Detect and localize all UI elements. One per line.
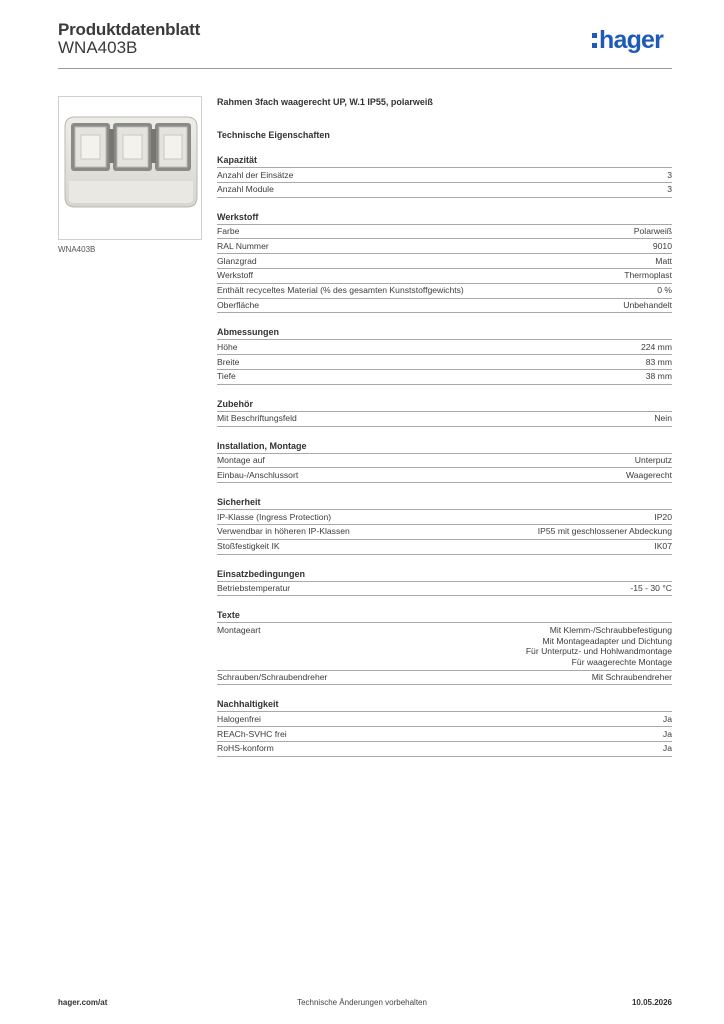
spec-key: Farbe [217, 226, 240, 237]
spec-key: RoHS-konform [217, 743, 274, 754]
section-title: Texte [217, 609, 672, 623]
spec-key: Betriebstemperatur [217, 583, 291, 594]
spec-row [217, 254, 672, 269]
spec-key: Einbau-/Anschlussort [217, 469, 299, 480]
section-title: Installation, Montage [217, 440, 672, 454]
spec-value [663, 714, 672, 725]
spec-section [217, 154, 672, 198]
footer-disclaimer: Technische Änderungen vorbehalten [297, 998, 427, 1007]
spec-value [646, 371, 672, 382]
product-image [58, 96, 202, 240]
section-title: Zubehör [217, 398, 672, 412]
spec-key: Enthält recyceltes Material (% des gesamten Kunststoffgewichts) [217, 285, 464, 296]
spec-row [217, 355, 672, 370]
footer-date: 10.05.2026 [631, 998, 672, 1007]
spec-section [217, 698, 672, 756]
spec-row [217, 269, 672, 284]
image-caption: WNA403B [58, 245, 96, 254]
spec-row [217, 454, 672, 469]
spec-value [663, 729, 672, 740]
section-title: Einsatzbedingungen [217, 568, 672, 582]
spec-section [217, 398, 672, 427]
section-title: Abmessungen [217, 326, 672, 340]
spec-value-line: 224 mm [640, 341, 672, 352]
spec-key: Montage auf [217, 455, 265, 466]
spec-row [217, 340, 672, 355]
spec-value-line: 83 mm [645, 356, 672, 367]
spec-value-line: 3 [667, 184, 672, 195]
spec-value-line: Thermoplast [624, 270, 672, 281]
spec-value [667, 170, 672, 181]
spec-value-line: Unterputz [634, 455, 672, 466]
spec-value-line: Polarweiß [633, 226, 672, 237]
spec-row [217, 239, 672, 254]
spec-row [217, 468, 672, 483]
spec-key: RAL Nummer [217, 240, 269, 251]
spec-value-line: Für waagerechte Montage [571, 657, 672, 668]
spec-key: Mit Beschriftungsfeld [217, 413, 297, 424]
spec-key: Montageart [217, 624, 261, 635]
spec-value [667, 184, 672, 195]
spec-key: REACh-SVHC frei [217, 728, 287, 739]
spec-value [624, 270, 672, 281]
spec-section [217, 326, 672, 384]
spec-row [217, 727, 672, 742]
spec-value-line: 9010 [652, 240, 672, 251]
logo-dots-icon [592, 33, 597, 48]
footer-website-link[interactable]: hager.com/at [58, 998, 108, 1007]
product-code: WNA403B [58, 38, 138, 57]
section-title: Kapazität [217, 154, 672, 168]
spec-value-line: Für Unterputz- und Hohlwandmontage [525, 646, 672, 657]
spec-value [654, 541, 672, 552]
spec-row [217, 671, 672, 686]
spec-key: Halogenfrei [217, 713, 261, 724]
spec-section [217, 609, 672, 685]
spec-value-line: Ja [662, 743, 672, 754]
spec-value-line: Waagerecht [625, 469, 672, 480]
hager-logo[interactable] [592, 26, 663, 54]
spec-value [646, 357, 672, 368]
spec-row [217, 525, 672, 540]
spec-key: Anzahl der Einsätze [217, 169, 294, 180]
spec-row [217, 225, 672, 240]
spec-value-line: 38 mm [645, 371, 672, 382]
spec-value-line: Nein [654, 413, 672, 424]
spec-row [217, 540, 672, 555]
product-title: Rahmen 3fach waagerecht UP, W.1 IP55, polarweiß [217, 97, 433, 107]
spec-value-line: Matt [655, 255, 672, 266]
spec-row [217, 183, 672, 198]
spec-value-line: 3 [667, 169, 672, 180]
spec-value-line: IP20 [654, 511, 672, 522]
spec-value [663, 743, 672, 754]
spec-value [538, 526, 672, 537]
spec-value [655, 256, 672, 267]
spec-row [217, 412, 672, 427]
logo-wordmark: hager [599, 26, 664, 54]
spec-key: Verwendbar in höheren IP-Klassen [217, 526, 350, 537]
spec-value [657, 285, 672, 296]
spec-value [653, 241, 672, 252]
spec-row [217, 168, 672, 183]
spec-row [217, 510, 672, 525]
spec-section [217, 211, 672, 314]
spec-section [217, 568, 672, 597]
spec-section [217, 496, 672, 554]
spec-value [654, 512, 672, 523]
spec-value [592, 672, 672, 683]
spec-key: Stoßfestigkeit IK [217, 541, 280, 552]
header-divider [58, 68, 672, 69]
tech-heading: Technische Eigenschaften [217, 130, 330, 140]
spec-key: Glanzgrad [217, 255, 257, 266]
spec-key: Tiefe [217, 371, 236, 382]
spec-value-line: IP55 mit geschlossener Abdeckung [537, 526, 672, 537]
spec-key: Werkstoff [217, 270, 253, 281]
page-title: Produktdatenblatt [58, 20, 201, 39]
spec-key: IP-Klasse (Ingress Protection) [217, 511, 332, 522]
spec-value [654, 413, 672, 424]
spec-value-line: Mit Schraubendreher [591, 672, 672, 683]
spec-key: Schrauben/Schraubendreher [217, 672, 328, 683]
spec-value-line: Ja [662, 713, 672, 724]
spec-value-line: IK07 [654, 541, 672, 552]
spec-key: Anzahl Module [217, 184, 274, 195]
spec-value [626, 470, 672, 481]
spec-row [217, 582, 672, 597]
spec-value [641, 342, 672, 353]
spec-value [526, 625, 672, 668]
spec-row [217, 712, 672, 727]
spec-value-line: Mit Montageadapter und Dichtung [542, 635, 672, 646]
spec-row [217, 623, 672, 670]
spec-value [630, 583, 672, 594]
spec-value-line: 0 % [657, 285, 672, 296]
spec-row [217, 284, 672, 299]
spec-section [217, 440, 672, 484]
spec-value-line: Unbehandelt [623, 300, 672, 311]
spec-key: Breite [217, 356, 240, 367]
spec-content [217, 96, 672, 757]
section-title: Nachhaltigkeit [217, 698, 672, 712]
spec-value [635, 455, 672, 466]
spec-value [623, 300, 672, 311]
section-title: Werkstoff [217, 211, 672, 225]
spec-value-line: -15 - 30 °C [630, 583, 672, 594]
spec-value-line: Ja [662, 728, 672, 739]
spec-value [634, 226, 672, 237]
spec-row [217, 742, 672, 757]
section-title: Sicherheit [217, 496, 672, 510]
spec-value-line: Mit Klemm-/Schraubbefestigung [549, 624, 672, 635]
spec-sections [217, 154, 672, 757]
spec-key: Oberfläche [217, 300, 260, 311]
spec-key: Höhe [217, 341, 238, 352]
spec-row [217, 299, 672, 314]
spec-row [217, 370, 672, 385]
